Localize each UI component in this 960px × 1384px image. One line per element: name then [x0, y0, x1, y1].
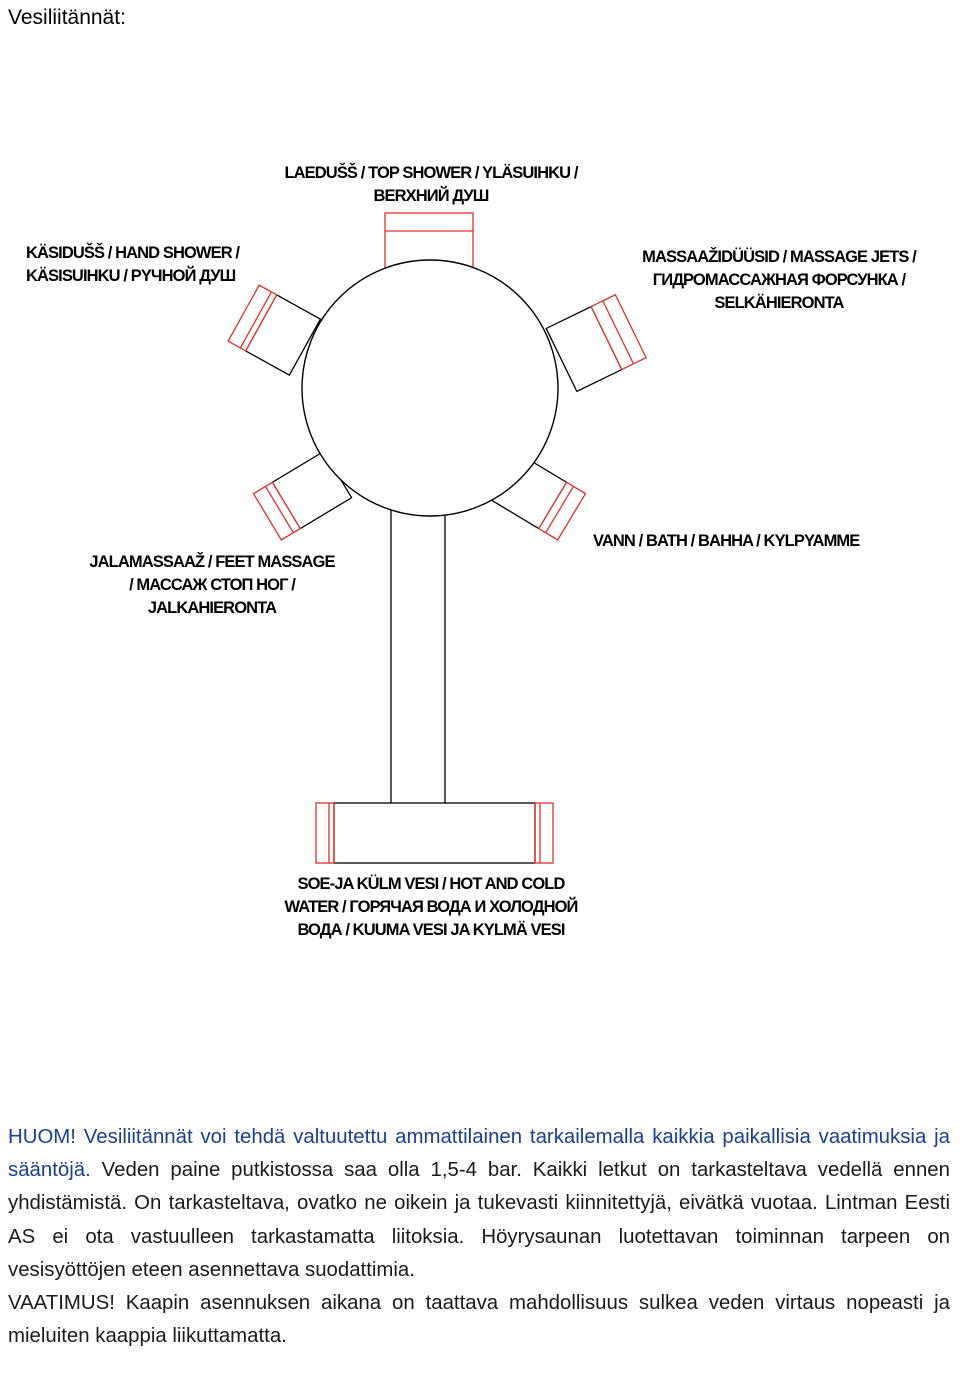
label-hand-shower	[26, 242, 239, 288]
label-feet-massage-line-2: / МАССАЖ СТОП НОГ /	[129, 576, 295, 594]
vaatimus-label: VAATIMUS!	[8, 1292, 115, 1315]
note-paragraph-1	[8, 1121, 950, 1287]
label-feet-massage-line-3: JALKAHIERONTA	[147, 599, 277, 617]
water-inlet-manifold	[316, 803, 553, 863]
label-top-shower	[246, 162, 616, 208]
label-water-supply-line-3: ВОДА / KUUMA VESI JA KYLMÄ VESI	[297, 921, 565, 939]
note-paragraph-2	[8, 1287, 950, 1353]
label-hand-shower-line-1: KÄSIDUŠŠ / HAND SHOWER /	[26, 244, 240, 262]
label-massage-jets-line-2: ГИДРОМАССАЖНАЯ ФОРСУНКА /	[652, 271, 906, 289]
label-feet-massage	[56, 551, 368, 620]
label-hand-shower-line-2: KÄSISUIHKU / PYЧHOЙ ДУШ	[26, 267, 236, 285]
vertical-pipe	[391, 505, 445, 803]
label-top-shower-line-2: BERXHИЙ ДУШ	[373, 187, 489, 205]
page-heading: Vesiliitännät:	[8, 6, 126, 29]
huom-label: HUOM!	[8, 1126, 76, 1148]
label-top-shower-line-1: LAEDUŠŠ / TOP SHOWER / YLÄSUIHKU /	[284, 164, 578, 182]
label-bath-line-1: VANN / BATH / BAHHA / KYLPYAMME	[593, 532, 860, 550]
label-massage-jets	[606, 246, 952, 315]
label-bath	[593, 530, 859, 553]
label-water-supply-line-1: SOE-JA KÜLM VESI / HOT AND COLD	[297, 875, 565, 893]
note-text-3: Kaapin asennuksen aikana on taattava mahdollisuus sulkea veden virtaus nopeasti ja mieluiten kaappia liikuttamatta.	[8, 1292, 950, 1348]
note-text-2: Veden paine putkistossa saa olla 1,5-4 bar. Kaikki letkut on tarkasteltava vedellä ennen yhdistämistä. On tarkasteltava, ovatko ne oikein ja tukevasti kiinnitettyjä, eivätkä vuotaa. Lintman Eesti AS ei ota vastuulleen tarkastamatta liitoksia. Höyrysaunan luotettavan toiminnan tarpeen on vesisyöttöjen eteen asennettava suodattimia.	[8, 1159, 950, 1281]
label-water-supply-line-2: WATER / ГОРЯЧАЯ ВОДА И ХОЛОДНОЙ	[284, 898, 578, 916]
central-hub-circle	[302, 260, 558, 516]
label-massage-jets-line-1: MASSAAŽIDÜÜSID / MASSAGE JETS /	[642, 248, 916, 266]
label-water-supply	[244, 873, 618, 942]
label-feet-massage-line-1: JALAMASSAAŽ / FEET MASSAGE	[89, 553, 335, 571]
note-text-1: Vesiliitännät voi tehdä valtuutettu ammattilainen tarkailemalla kaikkia paikallisia vaatimuksia ja sääntöjä.	[8, 1126, 950, 1182]
installation-note	[8, 1121, 950, 1353]
label-massage-jets-line-3: SELKÄHIERONTA	[714, 294, 844, 312]
